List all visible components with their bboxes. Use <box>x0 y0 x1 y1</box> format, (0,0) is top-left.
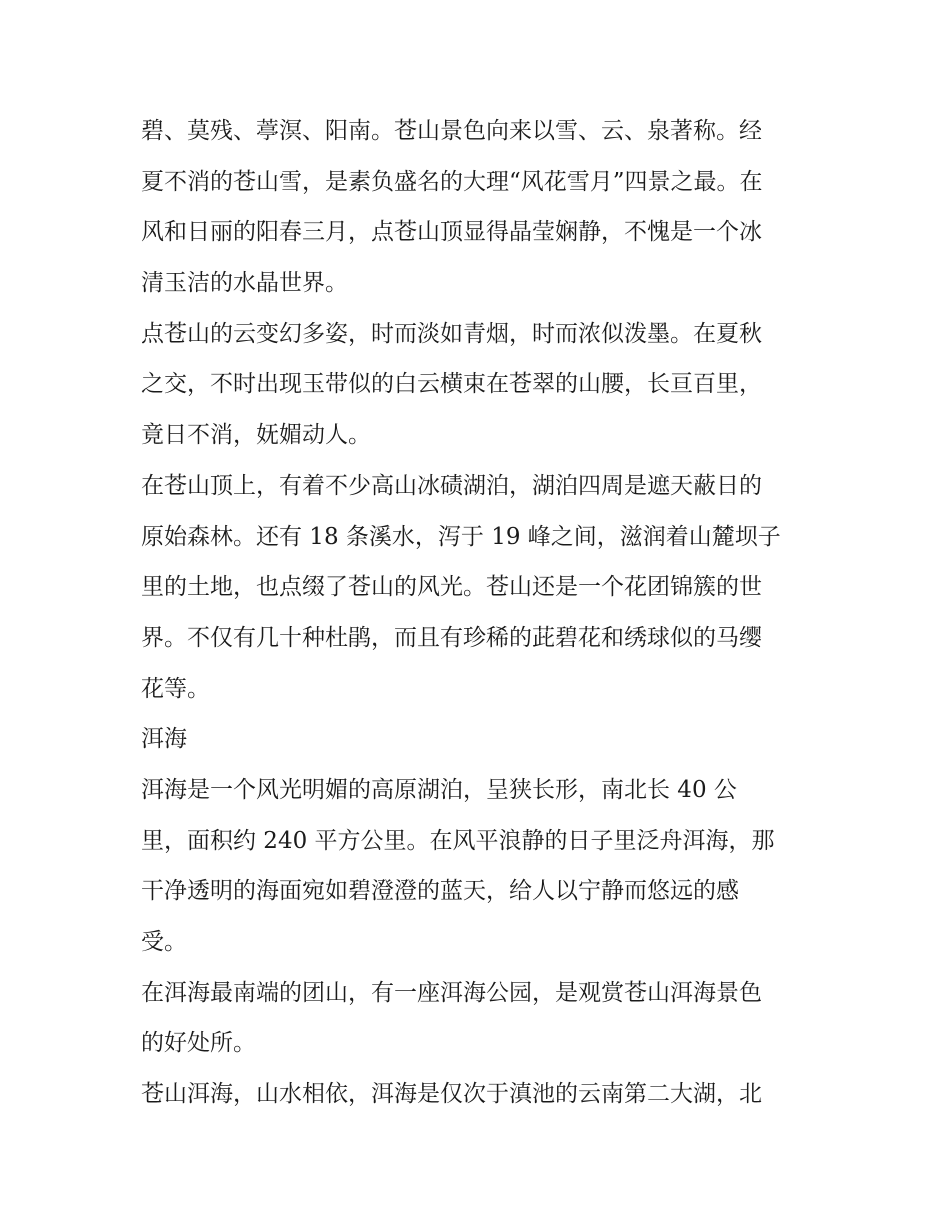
text-line: 风和日丽的阳春三月，点苍山顶显得晶莹娴静，不愧是一个冰 <box>141 219 762 246</box>
text-line: 在苍山顶上，有着不少高山冰碛湖泊，湖泊四周是遮天蔽日的 <box>141 472 762 499</box>
text-line: 夏不消的苍山雪，是素负盛名的大理“风花雪月”四景之最。在 <box>141 168 763 195</box>
body-text <box>141 106 821 1120</box>
text-line: 的好处所。 <box>141 1030 256 1057</box>
text-line: 之交，不时出现玉带似的白云横束在苍翠的山腰，长亘百里， <box>141 371 762 398</box>
text-line: 在洱海最南端的团山，有一座洱海公园，是观赏苍山洱海景色 <box>141 979 762 1006</box>
text-line: 受。 <box>141 929 187 955</box>
text-line: 原始森林。还有 18 条溪水，泻于 19 峰之间，滋润着山麓坝子 <box>141 523 781 550</box>
text-line: 竟日不消，妩媚动人。 <box>141 422 371 449</box>
text-line: 花等。 <box>141 675 210 702</box>
section-heading: 洱海 <box>141 726 187 753</box>
text-line: 苍山洱海，山水相依，洱海是仅次于滇池的云南第二大湖，北 <box>141 1081 762 1108</box>
text-line: 里的土地，也点缀了苍山的风光。苍山还是一个花团锦簇的世 <box>141 574 762 601</box>
text-line: 清玉洁的水晶世界。 <box>141 270 348 297</box>
text-line: 点苍山的云变幻多姿，时而淡如青烟，时而浓似泼墨。在夏秋 <box>141 320 762 347</box>
text-line: 洱海是一个风光明媚的高原湖泊，呈狭长形，南北长 40 公 <box>141 776 737 803</box>
text-line: 干净透明的海面宛如碧澄澄的蓝天，给人以宁静而悠远的感 <box>141 878 739 905</box>
text-line: 碧、莫残、葶溟、阳南。苍山景色向来以雪、云、泉著称。经 <box>141 118 762 144</box>
text-line: 里，面积约 240 平方公里。在风平浪静的日子里泛舟洱海，那 <box>141 827 775 854</box>
text-line: 界。不仅有几十种杜鹃，而且有珍稀的茈碧花和绣球似的马缨 <box>141 624 762 651</box>
